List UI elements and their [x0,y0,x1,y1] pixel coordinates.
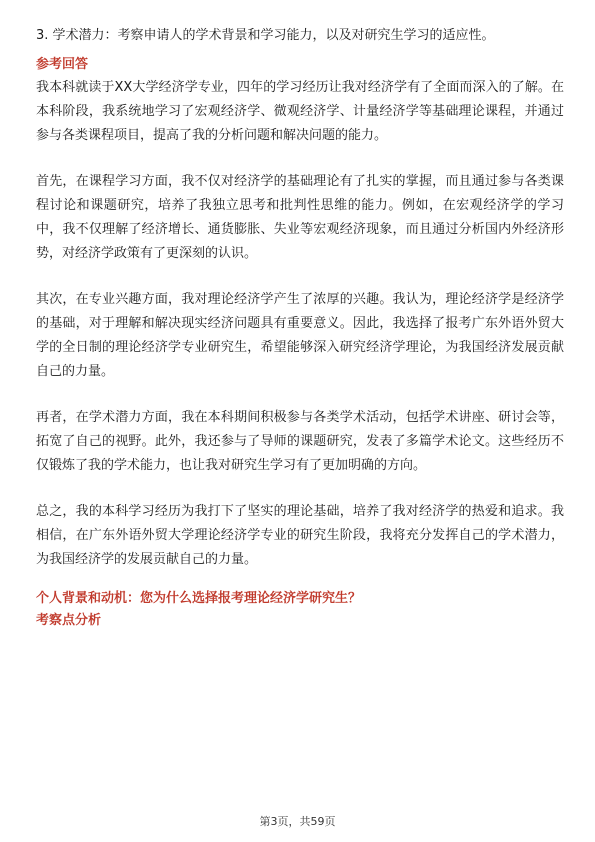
question-heading: 个人背景和动机：您为什么选择报考理论经济学研究生？ [36,591,362,606]
answer-paragraph-1: 我本科就读于XX大学经济学专业，四年的学习经历让我对经济学有了全面而深入的了解。在本科阶段，我系统地学习了宏观经济学、微观经济学、计量经济学等基础理论课程，并通过参与各类课程项目，提高了我的分析问题和解决问题的能力。 [36,80,564,143]
analysis-heading: 考察点分析 [36,613,102,628]
paragraph-spacer [36,266,564,288]
answer-paragraph-4: 再者，在学术潜力方面，我在本科期间积极参与各类学术活动，包括学术讲座、研讨会等，拓宽了自己的视野。此外，我还参与了导师的课题研究，发表了多篇学术论文。这些经历不仅锻炼了我的学术能力，也让我对研究生学习有了更加明确的方向。 [36,410,564,473]
paragraph-spacer [36,384,564,406]
document-body [36,24,564,632]
evaluation-criterion-3: 3. 学术潜力：考察申请人的学术背景和学习能力，以及对研究生学习的适应性。 [36,28,495,43]
answer-paragraph-2: 首先，在课程学习方面，我不仅对经济学的基础理论有了扎实的掌握，而且通过参与各类课程讨论和课题研究，培养了我独立思考和批判性思维的能力。例如，在宏观经济学的学习中，我不仅理解了经济增长、通货膨胀、失业等宏观经济现象，而且通过分析国内外经济形势，对经济学政策有了更深刻的认识。 [36,174,564,261]
paragraph-spacer [36,478,564,500]
page-number: 第3页，共59页 [259,815,336,828]
reference-answer-heading: 参考回答 [36,57,89,72]
answer-paragraph-3: 其次，在专业兴趣方面，我对理论经济学产生了浓厚的兴趣。我认为，理论经济学是经济学的基础，对于理解和解决现实经济问题具有重要意义。因此，我选择了报考广东外语外贸大学的全日制的理论经济学专业研究生，希望能够深入研究经济学理论，为我国经济发展贡献自己的力量。 [36,292,564,379]
answer-paragraph-5: 总之，我的本科学习经历为我打下了坚实的理论基础，培养了我对经济学的热爱和追求。我相信，在广东外语外贸大学理论经济学专业的研究生阶段，我将充分发挥自己的学术潜力，为我国经济学的发展贡献自己的力量。 [36,504,564,567]
paragraph-spacer [36,148,564,170]
